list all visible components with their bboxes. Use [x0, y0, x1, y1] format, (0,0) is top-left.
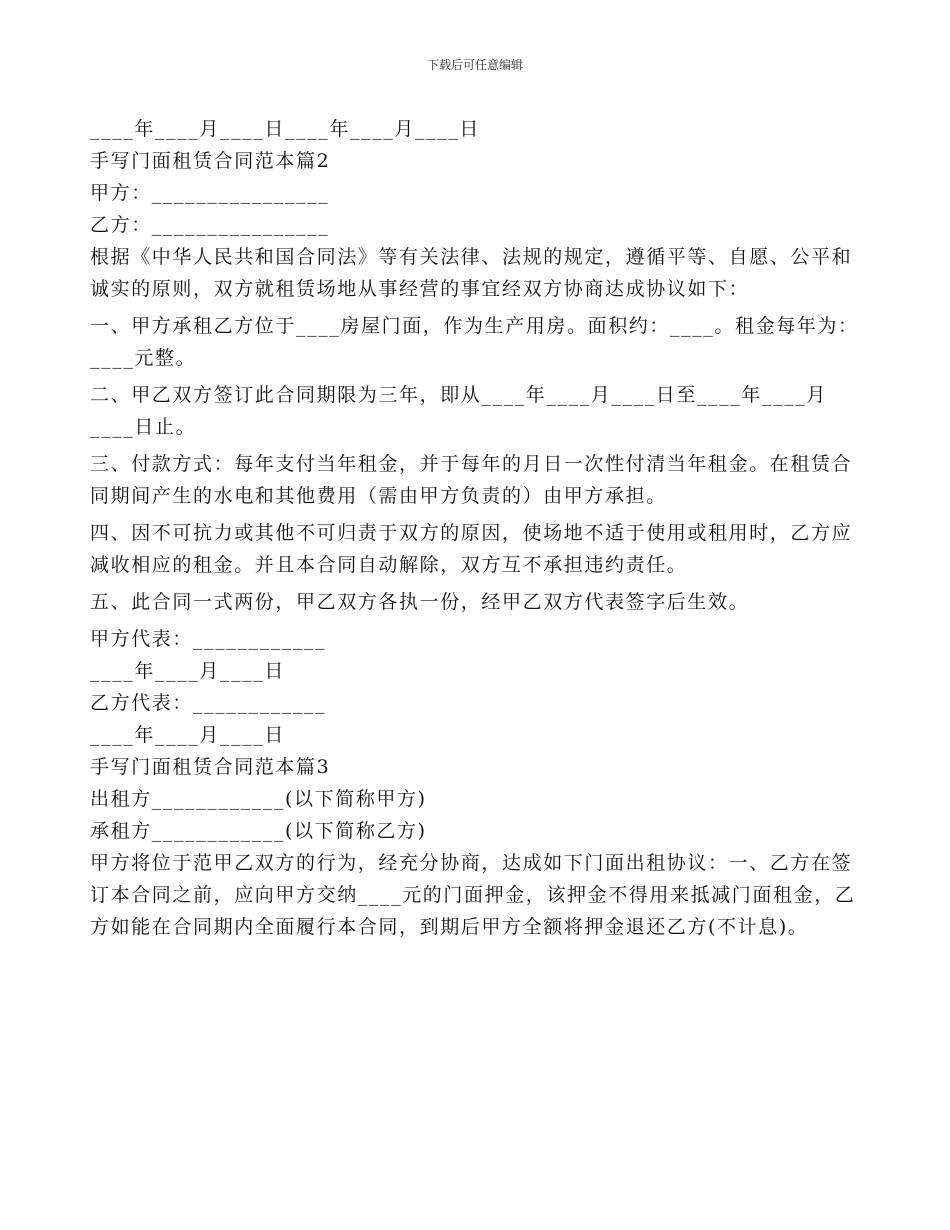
lessor-line: 出租方____________(以下简称甲方): [90, 788, 427, 810]
clause-3: 三、付款方式：每年支付当年租金，并于每年的月日一次性付清当年租金。在租赁合同期间产生的水电和其他费用（需由甲方负责的）由甲方承担。: [90, 453, 853, 507]
party-a-date: ____年____月____日: [90, 660, 286, 682]
clause-5: 五、此合同一式两份，甲乙双方各执一份，经甲乙双方代表签字后生效。: [90, 591, 750, 613]
party-b-date: ____年____月____日: [90, 724, 286, 746]
clause-2: 二、甲乙双方签订此合同期限为三年，即从____年____月____日至____年____月____日止。: [90, 384, 828, 438]
intro-paragraph: 根据《中华人民共和国合同法》等有关法律、法规的规定，遵循平等、自愿、公平和诚实的原则，双方就租赁场地从事经营的事宜经双方协商达成协议如下：: [90, 246, 853, 300]
clause-4: 四、因不可抗力或其他不可归责于双方的原因，使场地不适于使用或租用时，乙方应减收相应的租金。并且本合同自动解除，双方互不承担违约责任。: [90, 522, 853, 576]
section-title-3: 手写门面租赁合同范本篇3: [90, 756, 331, 778]
party-b-line: 乙方：________________: [90, 214, 330, 236]
document-body: [90, 113, 860, 943]
page-header: 下载后可任意编辑: [426, 58, 523, 72]
party-b-representative: 乙方代表：____________: [90, 692, 327, 714]
section-title-2: 手写门面租赁合同范本篇2: [90, 150, 331, 172]
clause-1: 一、甲方承租乙方位于____房屋门面，作为生产用房。面积约：____。租金每年为：____元整。: [90, 315, 859, 369]
date-pair-line: ____年____月____日____年____月____日: [90, 118, 481, 140]
final-paragraph: 甲方将位于范甲乙双方的行为，经充分协商，达成如下门面出租协议：一、乙方在签订本合同之前，应向甲方交纳____元的门面押金，该押金不得用来抵减门面租金，乙方如能在合同期内全面履行本合同，到期后甲方全额将押金退还乙方(不计息)。: [90, 852, 856, 938]
party-a-line: 甲方：________________: [90, 182, 330, 204]
party-a-representative: 甲方代表：____________: [90, 628, 327, 650]
lessee-line: 承租方____________(以下简称乙方): [90, 820, 427, 842]
